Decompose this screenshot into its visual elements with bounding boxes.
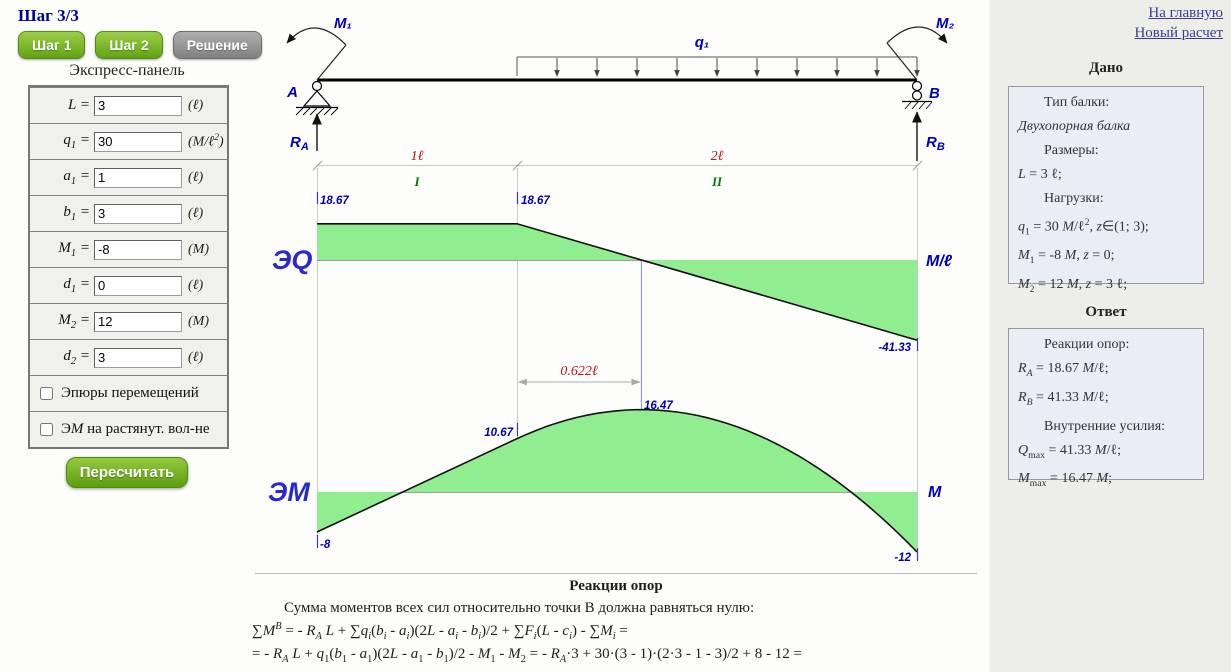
express-fields (30, 87, 227, 375)
field-row (30, 123, 227, 159)
load-arrowhead (554, 70, 560, 77)
segment2-name: II (711, 174, 723, 189)
field-label: $b_1$ = (63, 204, 90, 223)
answer-box (1008, 328, 1204, 490)
load-arrowhead (754, 70, 760, 77)
given-line: Нагрузки: (1044, 191, 1104, 206)
nav-links (1134, 5, 1223, 45)
field-row (30, 303, 227, 339)
given-line: Двухопорная балка (1018, 119, 1131, 134)
express-panel-title: Экспресс-панель (69, 62, 185, 79)
load-arrowhead (874, 70, 880, 77)
solution-block (252, 578, 980, 665)
nav-link[interactable]: На главную (1148, 5, 1223, 21)
field-unit: (M) (188, 313, 210, 329)
given-line: $M_2 = 12$ M, z = 3 ℓ; (1018, 277, 1128, 296)
answer-line: Реакции опор: (1044, 337, 1130, 352)
given-line: Размеры: (1044, 143, 1099, 158)
step-button[interactable]: Шаг 1 (18, 31, 85, 59)
beam-diagram (250, 0, 990, 583)
field-label: $M_2$ = (58, 312, 90, 331)
q1-label: q₁ (694, 34, 710, 51)
field-input[interactable] (94, 96, 182, 116)
field-unit: (M) (188, 241, 210, 257)
answer-line: $R_B = 41.33$ M/ℓ; (1018, 389, 1109, 408)
q-value-left: 18.67 (320, 195, 349, 207)
given-line: $q_1 = 30$ M/ℓ$^2$, z∈(1; 3); (1018, 217, 1149, 238)
field-input[interactable] (94, 204, 182, 224)
option-checkbox[interactable] (40, 387, 53, 400)
field-unit: (M/ℓ$^2$) (188, 132, 224, 150)
beam-diagram-canvas (250, 0, 990, 578)
shear-unit-label: M/ℓ (926, 253, 953, 270)
field-input[interactable] (94, 312, 182, 332)
field-unit: (ℓ) (188, 169, 204, 185)
step-buttons (18, 31, 262, 59)
nav-link[interactable]: Новый расчет (1134, 25, 1223, 41)
field-input[interactable] (94, 168, 182, 188)
field-unit: (ℓ) (188, 277, 204, 293)
field-input[interactable] (94, 348, 182, 368)
distributed-load (517, 57, 920, 77)
answer-line: Внутренние усилия: (1044, 418, 1166, 434)
m-value-max: 16.47 (644, 400, 673, 412)
recalculate-button[interactable]: Пересчитать (66, 457, 188, 488)
field-input[interactable] (94, 132, 182, 152)
solution-line: $\sum M^B$ = - $R_A$ $L + \sum q_i(b_i - a_i)(2L - a_i - b_i)/2 + \sum F_i(L - c_i) - \sum M_i$ = (252, 621, 628, 642)
given-heading: Дано (1089, 60, 1123, 76)
field-label: $d_2$ = (63, 348, 90, 367)
checkbox-label: ЭM на растянут. вол-не (61, 421, 210, 437)
segment1-length: 1ℓ (410, 149, 424, 164)
load-arrowhead (914, 70, 920, 77)
shear-diagram-title: ЭQ (272, 245, 313, 275)
load-arrowhead (594, 70, 600, 77)
support-b-roller (902, 82, 932, 110)
support-a-label: A (287, 84, 298, 101)
m-value-right: -12 (894, 552, 911, 564)
load-arrowhead (834, 70, 840, 77)
checkbox-label: Эпюры перемещений (61, 385, 199, 401)
answer-heading: Ответ (1085, 304, 1127, 320)
field-label: $M_1$ = (58, 240, 90, 259)
moment-diagram-title: ЭМ (268, 477, 310, 507)
answer-line: $M_{max} = 16.47$ M; (1018, 471, 1113, 490)
field-row (30, 159, 227, 195)
segment1-name: I (414, 174, 420, 189)
field-row (30, 231, 227, 267)
m-value-left: -8 (320, 539, 331, 551)
given-box (1008, 86, 1204, 296)
field-input[interactable] (94, 240, 182, 260)
step-button[interactable]: Шаг 2 (95, 31, 162, 59)
solution-line: = - $R_A$ $L + q_1(b_1 - a_1)(2L - a_1 - b_1)/2 - M_1 - M_2$ = - $R_A\cdot 3 + 30\cdot(3 - 1)\cdot(2\cdot 3 - 1 - 3)/2 + 8 - 12$ = (252, 646, 802, 665)
reaction-a-label: $R_A$ (290, 134, 309, 153)
load-arrowhead (794, 70, 800, 77)
moment-unit-label: M (928, 484, 942, 501)
moment-area (317, 410, 917, 552)
load-arrowhead (674, 70, 680, 77)
segment2-length: 2ℓ (710, 149, 724, 164)
m-value-seg: 10.67 (484, 427, 513, 439)
load-arrowhead (634, 70, 640, 77)
field-unit: (ℓ) (188, 97, 204, 113)
load-arrowhead (714, 70, 720, 77)
m1-label: M₁ (334, 15, 352, 32)
support-a-pin (296, 82, 338, 116)
field-unit: (ℓ) (188, 349, 204, 365)
step-indicator: Шаг 3/3 (18, 6, 79, 25)
solution-line: Сумма моментов всех сил относительно точки B должна равняться нулю: (284, 600, 755, 616)
field-label: $d_1$ = (63, 276, 90, 295)
given-line: $M_1 = -8$ M, z = 0; (1018, 248, 1115, 267)
solution-heading: Реакции опор (569, 578, 663, 594)
field-row (30, 87, 227, 123)
shear-area-positive (317, 224, 641, 260)
checkbox-row (30, 411, 227, 447)
field-label: $a_1$ = (63, 168, 90, 187)
field-row (30, 195, 227, 231)
field-row (30, 267, 227, 303)
step-button[interactable]: Решение (173, 31, 262, 59)
option-checkbox[interactable] (40, 423, 53, 436)
field-input[interactable] (94, 276, 182, 296)
given-line: Тип балки: (1044, 95, 1110, 110)
field-row (30, 339, 227, 375)
q-value-mid: 18.67 (521, 195, 550, 207)
q-value-right: -41.33 (878, 342, 911, 354)
reaction-b-label: $R_B$ (926, 134, 945, 153)
given-line: L = 3 ℓ; (1018, 167, 1062, 182)
shear-plot (317, 224, 917, 340)
express-checkboxes (30, 375, 227, 447)
moment-plot (317, 410, 917, 552)
moment-m1-arrow (287, 28, 346, 80)
m2-label: M₂ (936, 15, 955, 32)
answer-line: $Q_{max} = 41.33$ M/ℓ; (1018, 442, 1122, 461)
support-b-label: B (929, 85, 940, 102)
answer-line: $R_A = 18.67$ M/ℓ; (1018, 361, 1109, 379)
qmax-dimension (518, 379, 642, 386)
field-unit: (ℓ) (188, 205, 204, 221)
checkbox-row (30, 375, 227, 411)
express-panel (28, 85, 229, 449)
field-label: $q_1$ = (63, 132, 90, 151)
solution-lines (252, 600, 980, 665)
field-label: L = (68, 97, 90, 113)
qmax-dimension-label: 0.622ℓ (560, 364, 598, 379)
